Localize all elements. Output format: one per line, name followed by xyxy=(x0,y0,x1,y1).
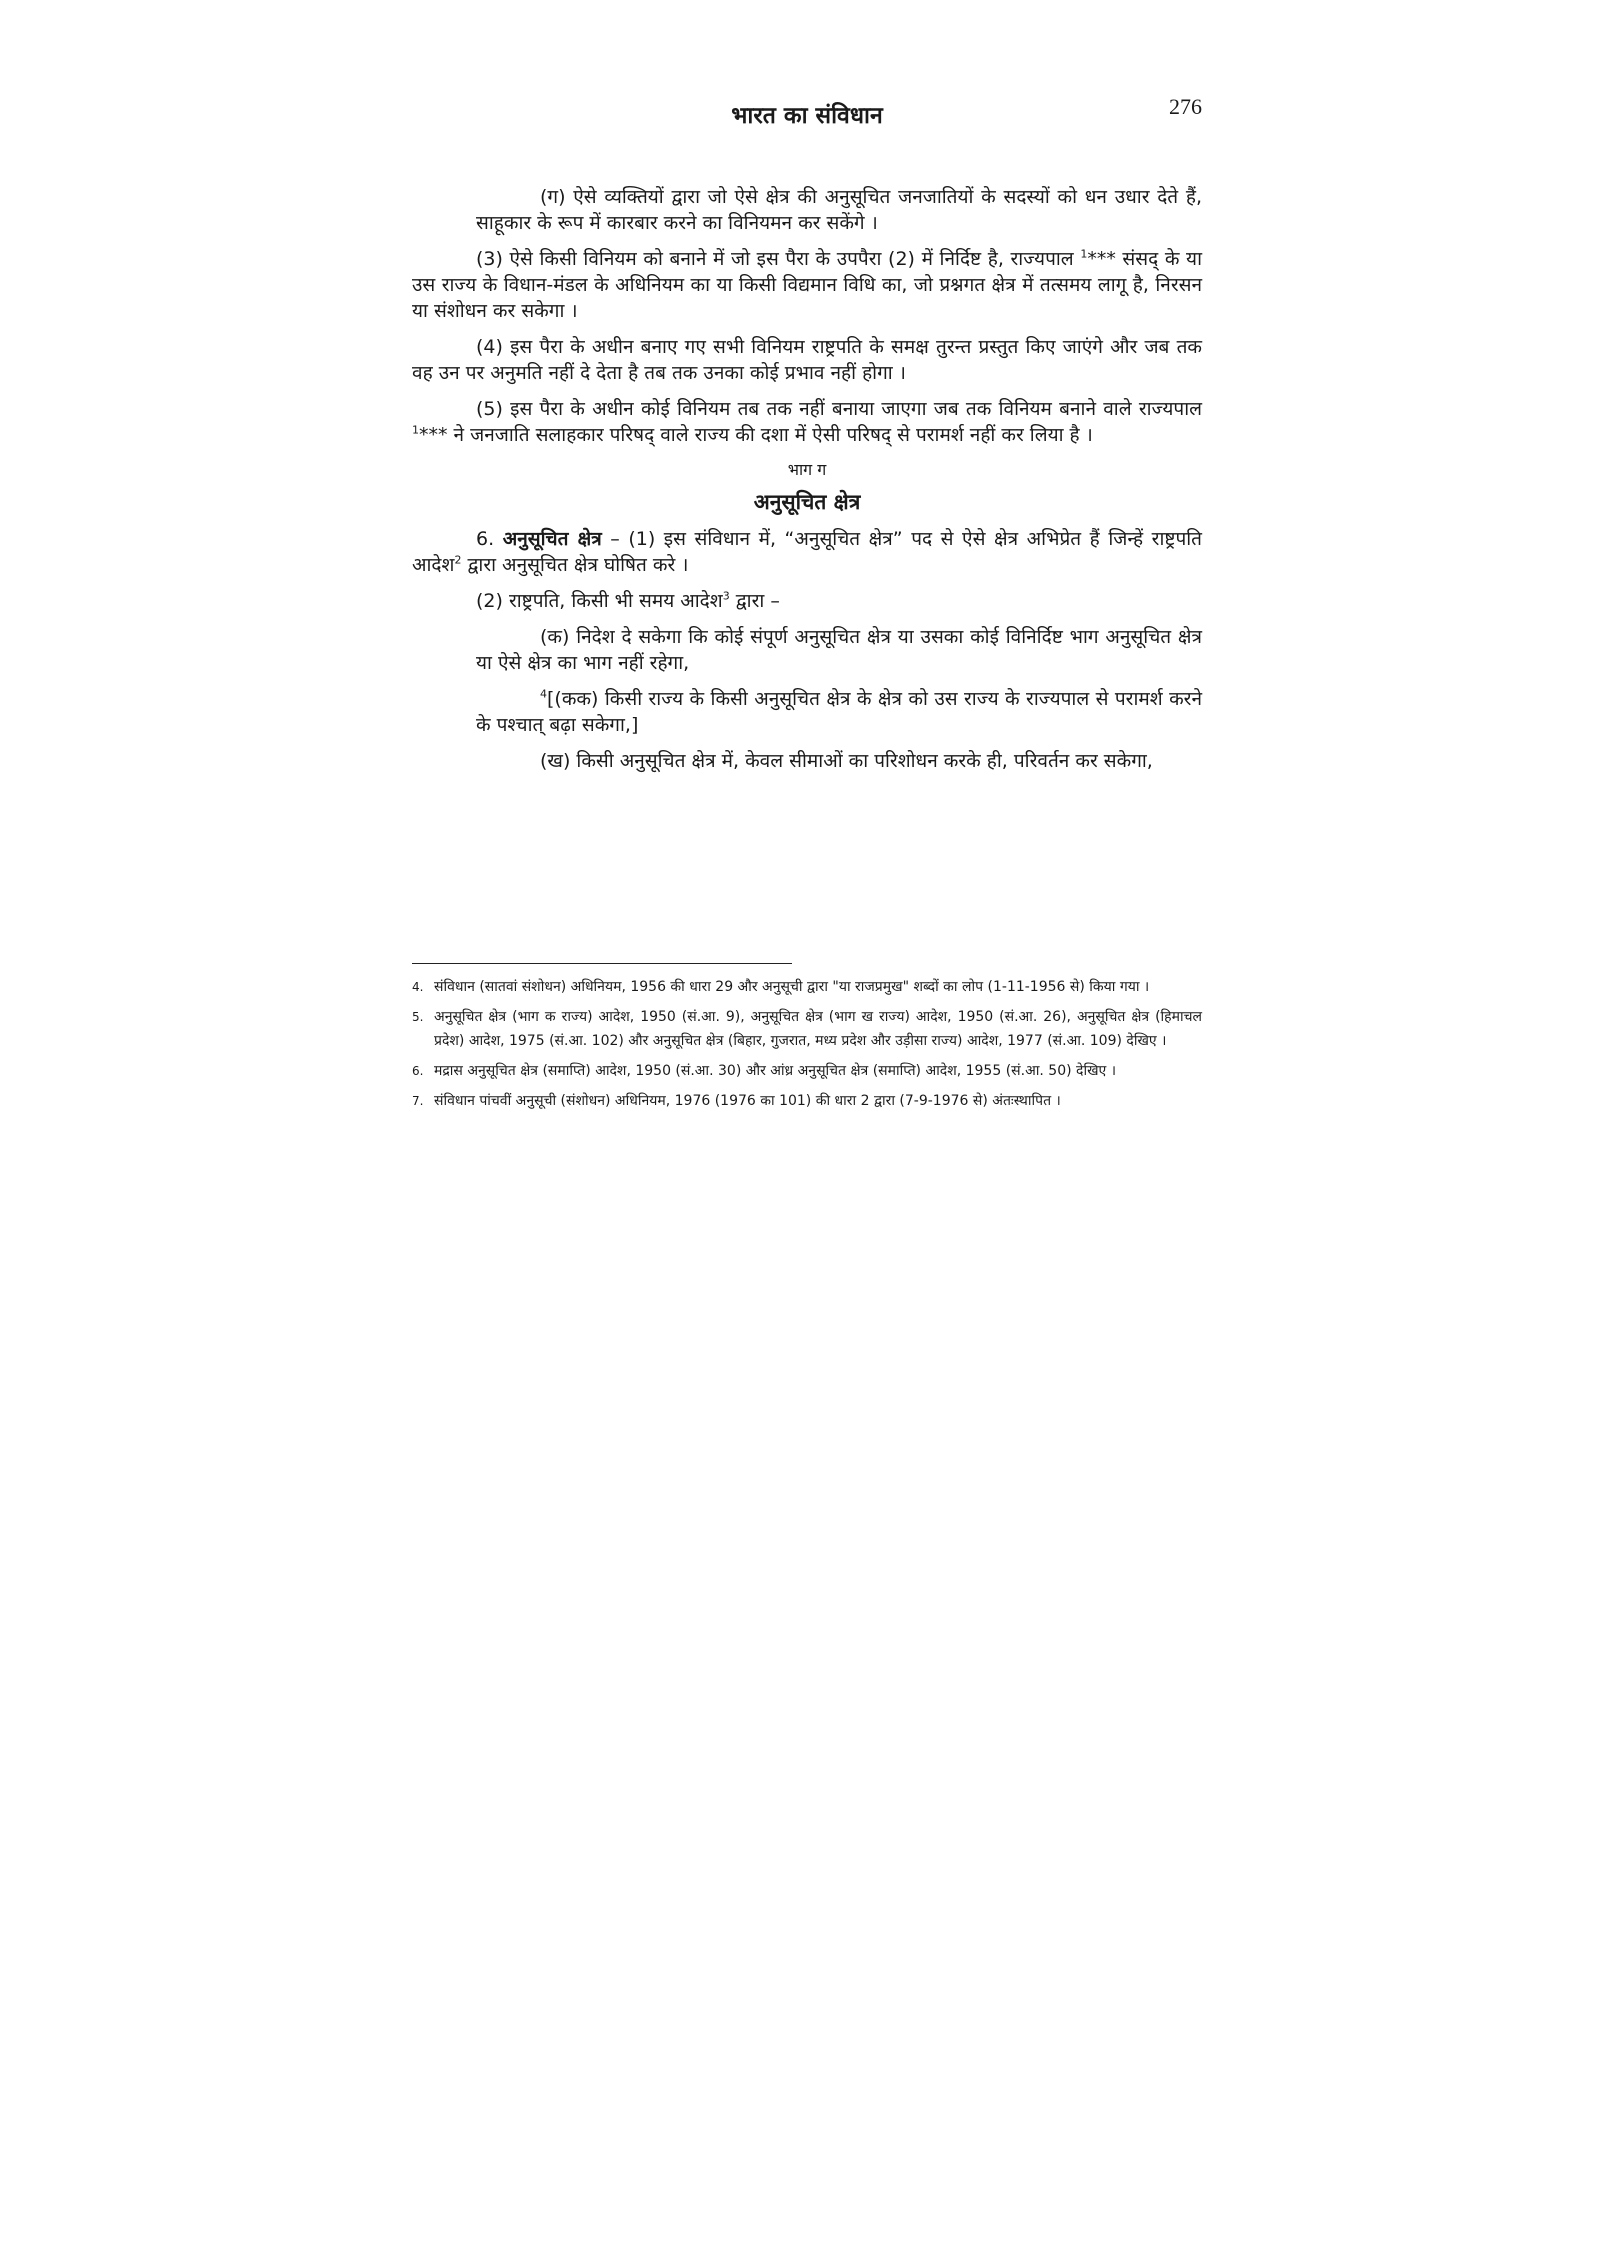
footnote-number: 4. xyxy=(412,980,424,994)
section-term: अनुसूचित क्षेत्र xyxy=(502,528,602,550)
page-number: 276 xyxy=(1169,94,1202,119)
paragraph-text: – (1) इस संविधान में, “अनुसूचित क्षेत्र” पद से ऐसे क्षेत्र अभिप्रेत हैं जिन्हें राष्ट्रपति आदेश xyxy=(412,528,1202,576)
paragraph-section-6 xyxy=(412,526,1202,578)
footnote-text: संविधान (सातवां संशोधन) अधिनियम, 1956 की धारा 29 और अनुसूची द्वारा "या राजप्रमुख" शब्दों का लोप (1-11-1956 से) किया गया । xyxy=(434,979,1150,995)
footnote-text: संविधान पांचवीं अनुसूची (संशोधन) अधिनियम, 1976 (1976 का 101) की धारा 2 द्वारा (7-9-1976 से) अंतःस्थापित । xyxy=(434,1093,1061,1109)
part-heading: अनुसूचित क्षेत्र xyxy=(753,490,861,514)
page-header xyxy=(412,90,1202,140)
paragraph-text: (ग) ऐसे व्यक्तियों द्वारा जो ऐसे क्षेत्र की अनुसूचित जनजातियों के सदस्यों को धन उधार देते हैं, साहूकार के रूप में कारबार करने का विनियमन कर सकेंगे । xyxy=(476,186,1202,234)
footnote-number: 6. xyxy=(412,1064,424,1078)
footnote-ref: 2 xyxy=(454,553,462,567)
footnote-ref: 1 xyxy=(1080,247,1088,261)
paragraph-sub-4 xyxy=(412,334,1202,386)
paragraph-text: (5) इस पैरा के अधीन कोई विनियम तब तक नहीं बनाया जाएगा जब तक विनियम बनाने वाले राज्यपाल xyxy=(476,398,1202,420)
paragraph-sub-5 xyxy=(412,396,1202,448)
footnote-divider xyxy=(412,963,792,964)
footnote-text: अनुसूचित क्षेत्र (भाग क राज्य) आदेश, 1950 (सं.आ. 9), अनुसूचित क्षेत्र (भाग ख राज्य) आदेश, 1950 (सं.आ. 26), अनुसूचित क्षेत्र (हिमाचल प्रदेश) आदेश, 1975 (सं.आ. 102) और अनुसूचित क्षेत्र (बिहार, गुजरात, मध्य प्रदेश और उड़ीसा राज्य) आदेश, 1977 (सं.आ. 109) देखिए । xyxy=(434,1009,1202,1049)
footnote-ref: 3 xyxy=(722,589,730,603)
part-label: भाग ग xyxy=(787,460,827,479)
paragraph-clause-kha xyxy=(476,748,1202,774)
paragraph-text: *** ने जनजाति सलाहकार परिषद् वाले राज्य की दशा में ऐसी परिषद् से परामर्श नहीं कर लिया है । xyxy=(419,424,1093,446)
paragraph-clause-kaka xyxy=(476,686,1202,738)
paragraph-text: (क) निदेश दे सकेगा कि कोई संपूर्ण अनुसूचित क्षेत्र या उसका कोई विनिर्दिष्ट भाग अनुसूचित क्षेत्र या ऐसे क्षेत्र का भाग नहीं रहेगा, xyxy=(476,626,1202,674)
footnote-number: 5. xyxy=(412,1010,424,1024)
footnote xyxy=(412,1089,1202,1113)
paragraph-text: (4) इस पैरा के अधीन बनाए गए सभी विनियम राष्ट्रपति के समक्ष तुरन्त प्रस्तुत किए जाएंगे और जब तक वह उन पर अनुमति नहीं दे देता है तब तक उनका कोई प्रभाव नहीं होगा । xyxy=(412,336,1202,384)
footnote-ref: 1 xyxy=(412,423,419,437)
paragraph-clause-ga xyxy=(476,184,1202,236)
footnotes xyxy=(412,975,1202,1119)
paragraph-text: द्वारा – xyxy=(729,590,780,612)
paragraph-text: (2) राष्ट्रपति, किसी भी समय आदेश xyxy=(476,590,723,612)
footnote xyxy=(412,975,1202,999)
paragraph-text: *** संसद् के या उस राज्य के विधान-मंडल के अधिनियम का या किसी विद्यमान विधि का, जो प्रश्नगत क्षेत्र में तत्समय लागू है, निरसन या संशोधन कर सकेगा । xyxy=(412,248,1202,322)
body-text xyxy=(412,184,1202,784)
paragraph-text: द्वारा अनुसूचित क्षेत्र घोषित करे । xyxy=(461,554,689,576)
footnote xyxy=(412,1059,1202,1083)
paragraph-section-6-2 xyxy=(412,588,1202,614)
paragraph-text: (3) ऐसे किसी विनियम को बनाने में जो इस पैरा के उपपैरा (2) में निर्दिष्ट है, राज्यपाल xyxy=(476,248,1081,270)
footnote-number: 7. xyxy=(412,1094,424,1108)
running-title: भारत का संविधान xyxy=(731,103,883,129)
footnote xyxy=(412,1005,1202,1053)
footnote-ref: 4 xyxy=(540,687,547,701)
paragraph-text: [(कक) किसी राज्य के किसी अनुसूचित क्षेत्र के क्षेत्र को उस राज्य के राज्यपाल से परामर्श करने के पश्चात् बढ़ा सकेगा,] xyxy=(476,688,1202,736)
footnote-text: मद्रास अनुसूचित क्षेत्र (समाप्ति) आदेश, 1950 (सं.आ. 30) और आंध्र अनुसूचित क्षेत्र (समाप्ति) आदेश, 1955 (सं.आ. 50) देखिए । xyxy=(434,1063,1117,1079)
paragraph-sub-3 xyxy=(412,246,1202,324)
document-page xyxy=(412,90,1202,772)
paragraph-clause-ka xyxy=(476,624,1202,676)
paragraph-text: (ख) किसी अनुसूचित क्षेत्र में, केवल सीमाओं का परिशोधन करके ही, परिवर्तन कर सकेगा, xyxy=(540,750,1153,772)
section-number: 6. xyxy=(476,528,503,550)
